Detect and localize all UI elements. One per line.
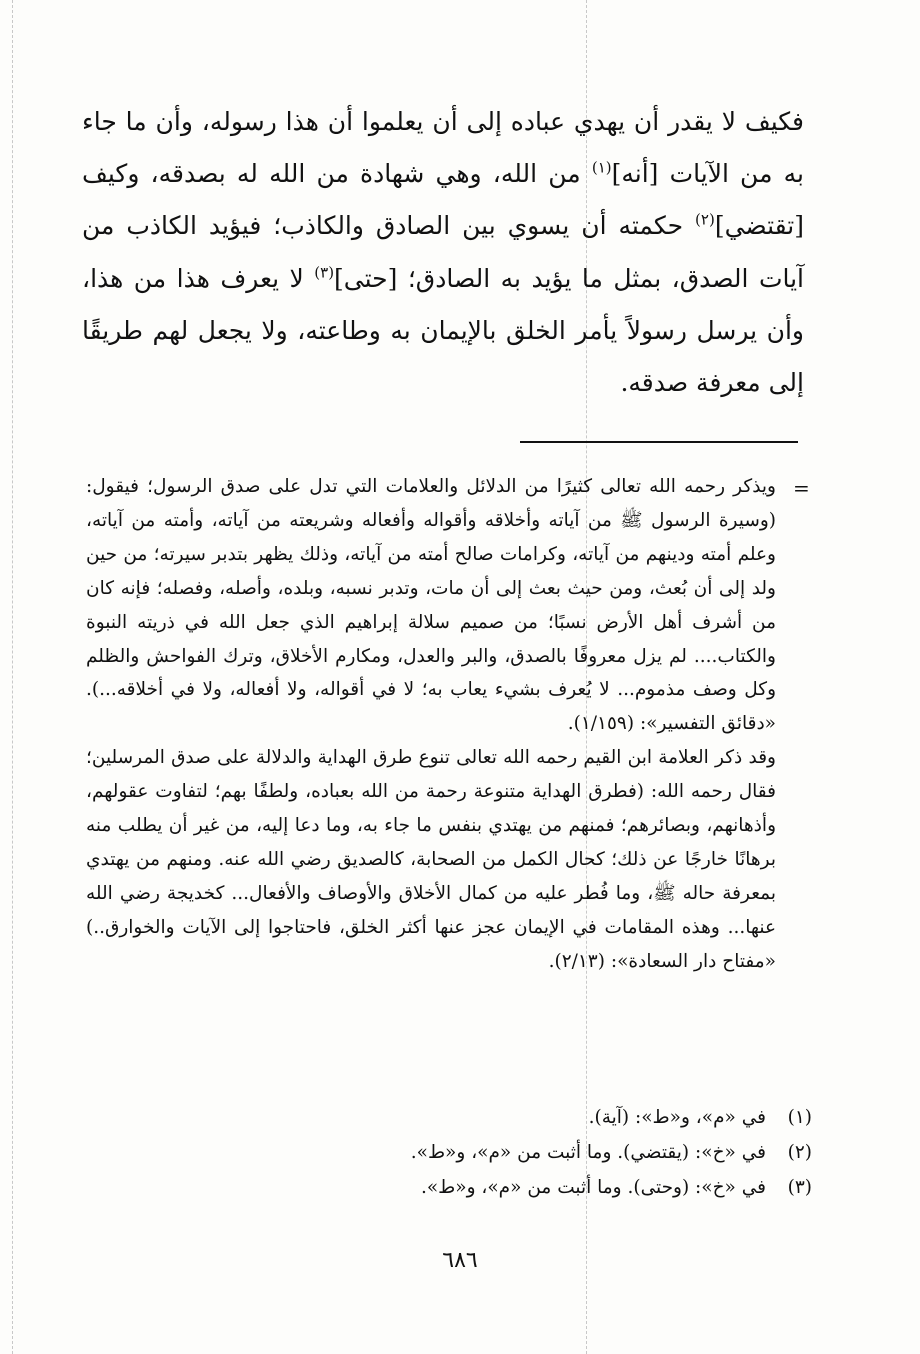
main-text-segment: حكمته أن يسوي بين الصادق والكاذب؛ فيؤيد الكاذب من آيات الصدق، بمثل ما يؤيد به الصادق؛ [حتى] <box>82 211 805 293</box>
footnote-number: (٢) <box>787 1142 812 1163</box>
footnote-text: في «م»، و«ط»: (آية). <box>588 1107 766 1128</box>
footnote-3 <box>86 1170 812 1205</box>
footnote-text: في «خ»: (يقتضي). وما أثبت من «م»، و«ط». <box>410 1142 766 1163</box>
continued-footnote <box>86 470 776 979</box>
page-number: ٦٨٦ <box>442 1248 478 1273</box>
footnote-separator <box>520 441 798 443</box>
footnote-number: (٣) <box>787 1177 812 1198</box>
footnote-2 <box>86 1135 812 1170</box>
footnote-ref-3[interactable]: (٣) <box>314 263 335 282</box>
main-text-segment: من الله، وهي شهادة من الله له بصدقه، وكيف [تقتضي] <box>82 159 804 241</box>
footnote-1 <box>86 1100 812 1135</box>
main-text-segment: فكيف لا يقدر أن يهدي عباده إلى أن يعلموا أن هذا رسوله، وأن ما جاء به من الآيات [أنه] <box>82 107 804 189</box>
numbered-footnotes <box>86 1100 812 1205</box>
footnote-paragraph: ويذكر رحمه الله تعالى كثيرًا من الدلائل والعلامات التي تدل على صدق الرسول؛ فيقول: (وسيرة الرسول ﷺ من آياته وأخلاقه وأقواله وأفعاله وشريعته من آياته، وأمته من آياته، وعلم أمته ودينهم من آياته، وكرامات صالح أمته من آياته، وذلك يظهر بتدبر سيرته؛ من حين ولد إلى أن بُعث، ومن حيث بعث إلى أن مات، وتدبر نسبه، وبلده، وأصله، وفصله؛ فإنه كان من أشرف أهل الأرض نسبًا؛ من صميم سلالة إبراهيم الذي جعل الله في ذريته النبوة والكتاب.... لم يزل معروفًا بالصدق، والبر والعدل، ومكارم الأخلاق، وترك الفواحش والظلم وكل وصف مذموم... لا يُعرف بشيء يعاب به؛ لا في أقواله، ولا أفعاله، ولا في أخلاقه...). «دقائق التفسير»: (١/١٥٩). <box>86 476 776 735</box>
footnote-ref-2[interactable]: (٢) <box>695 211 715 230</box>
footnote-ref-1[interactable]: (١) <box>591 158 612 177</box>
main-paragraph <box>82 96 804 409</box>
footnote-paragraph: وقد ذكر العلامة ابن القيم رحمه الله تعالى تنوع طرق الهداية والدلالة على صدق المرسلين؛ فقال رحمه الله: (فطرق الهداية متنوعة رحمة من الله بعباده، ولطفًا بهم؛ لتفاوت عقولهم، وأذهانهم، وبصائرهم؛ فمنهم من يهتدي بنفس ما جاء به، وما دعا إليه، من غير أن يطلب منه برهانًا خارجًا عن ذلك؛ كحال الكمل من الصحابة، كالصديق رضي الله عنه. ومنهم من يهتدي بمعرفة حاله ﷺ، وما فُطر عليه من كمال الأخلاق والأوصاف والأفعال... كخديجة رضي الله عنها... وهذه المقامات في الإيمان عجز عنها أكثر الخلق، فاحتاجوا إلى الآيات والخوارق..) «مفتاح دار السعادة»: (٢/١٣). <box>86 747 776 972</box>
main-text <box>82 96 804 409</box>
scan-edge-line <box>12 0 13 1354</box>
footnote-number: (١) <box>787 1107 812 1128</box>
footnote-text: في «خ»: (وحتى). وما أثبت من «م»، و«ط». <box>420 1177 766 1198</box>
footnote-continuation-mark: = <box>793 476 810 500</box>
main-text-segment: لا يعرف هذا من هذا، وأن يرسل رسولاً يأمر الخلق بالإيمان به وطاعته، ولا يجعل لهم طريقًا إلى معرفة صدقه. <box>82 263 804 398</box>
